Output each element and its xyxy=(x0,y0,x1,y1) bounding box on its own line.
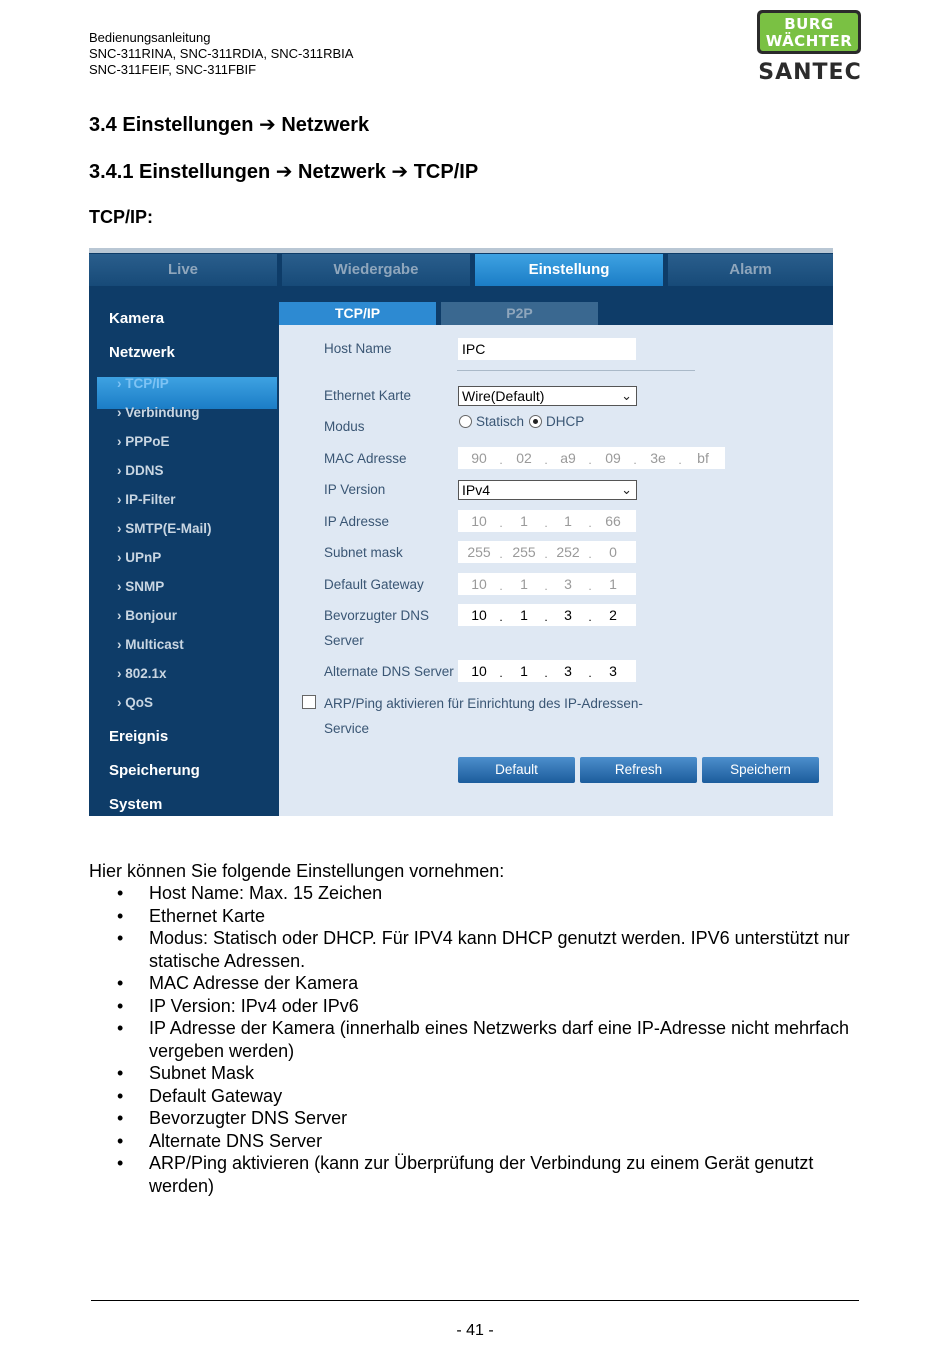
footer-divider xyxy=(91,1300,859,1301)
list-item: • Default Gateway xyxy=(113,1085,873,1108)
list-item: • IP Version: IPv4 oder IPv6 xyxy=(113,995,873,1018)
gateway-input[interactable]: 10 . 1 . 3 . 1 xyxy=(458,573,636,595)
sidebar-item-qos[interactable]: › QoS xyxy=(117,695,154,710)
arp-checkbox[interactable] xyxy=(302,695,316,709)
tab-wiedergabe[interactable]: Wiedergabe xyxy=(282,254,470,286)
list-item: • Subnet Mask xyxy=(113,1062,873,1085)
tcpip-form xyxy=(279,325,833,816)
host-name-input[interactable]: IPC xyxy=(458,338,636,360)
section-heading: 3.4 Einstellungen ➔ Netzwerk xyxy=(89,114,370,136)
sidebar-item-snmp[interactable]: › SNMP xyxy=(117,579,165,594)
dns2-label: Alternate DNS Server xyxy=(324,664,454,679)
list-item: • Alternate DNS Server xyxy=(113,1130,873,1153)
list-item: • Bevorzugter DNS Server xyxy=(113,1107,873,1130)
arp-label-cont: Service xyxy=(324,721,370,736)
burg-waechter-logo: BURG WÄCHTER SANTEC xyxy=(756,10,864,86)
list-item: • IP Adresse der Kamera (innerhalb eines Netzwerks darf eine IP-Adresse nicht mehrfach vergeben werden) xyxy=(113,1017,873,1062)
dns2-input[interactable]: 10 . 1 . 3 . 3 xyxy=(458,660,636,682)
model-line-2: SNC-311FEIF, SNC-311FBIF xyxy=(89,62,257,77)
gateway-label: Default Gateway xyxy=(324,577,424,592)
settings-list xyxy=(113,882,873,1197)
sidebar-item-upnp[interactable]: › UPnP xyxy=(117,550,162,565)
list-item: • MAC Adresse der Kamera xyxy=(113,972,873,995)
arp-label: ARP/Ping aktivieren für Einrichtung des IP-Adressen- xyxy=(324,696,643,711)
list-item: • ARP/Ping aktivieren (kann zur Überprüfung der Verbindung zu einem Gerät genutzt werden) xyxy=(113,1152,873,1197)
dns1-input[interactable]: 10 . 1 . 3 . 2 xyxy=(458,604,636,626)
sidebar-netzwerk[interactable]: Netzwerk xyxy=(109,344,175,361)
sidebar-speicherung[interactable]: Speicherung xyxy=(109,762,200,779)
tab-alarm[interactable]: Alarm xyxy=(668,254,833,286)
camera-ui-screenshot xyxy=(89,248,833,816)
subnet-input[interactable]: 255 . 255 . 252 . 0 xyxy=(458,541,636,563)
sidebar-item-ip-filter[interactable]: › IP-Filter xyxy=(117,492,176,507)
ip-version-select[interactable]: IPv4 ⌄ xyxy=(458,480,637,500)
sidebar-system[interactable]: System xyxy=(109,796,163,813)
radio-dhcp-label: DHCP xyxy=(546,414,585,429)
sidebar-item-smtp[interactable]: › SMTP(E-Mail) xyxy=(117,521,212,536)
sub-tab-bar xyxy=(279,288,833,325)
sidebar-item-tcpip[interactable]: › TCP/IP xyxy=(117,376,169,391)
ip-address-label: IP Adresse xyxy=(324,514,390,529)
main-tab-bar xyxy=(89,248,833,288)
tab-p2p[interactable]: P2P xyxy=(441,302,598,325)
sidebar-item-8021x[interactable]: › 802.1x xyxy=(117,666,167,681)
santec-wordmark: SANTEC xyxy=(758,60,862,85)
radio-statisch[interactable] xyxy=(459,415,472,428)
divider xyxy=(457,370,695,371)
sidebar-item-ddns[interactable]: › DDNS xyxy=(117,463,164,478)
mac-address-field: 90 . 02 . a9 . 09 . 3e . bf xyxy=(458,447,725,469)
sidebar-item-verbindung[interactable]: › Verbindung xyxy=(117,405,200,420)
sidebar-kamera[interactable]: Kamera xyxy=(109,310,165,327)
doc-title: Bedienungsanleitung xyxy=(89,30,211,45)
dns1-label-cont: Server xyxy=(324,633,364,648)
host-name-label: Host Name xyxy=(324,341,392,356)
list-item: • Ethernet Karte xyxy=(113,905,873,928)
sidebar xyxy=(89,288,279,816)
ip-address-input[interactable]: 10 . 1 . 1 . 66 xyxy=(458,510,636,532)
list-item: • Modus: Statisch oder DHCP. Für IPV4 kann DHCP genutzt werden. IPV6 unterstützt nur statische Adressen. xyxy=(113,927,873,972)
intro-text: Hier können Sie folgende Einstellungen vornehmen: xyxy=(89,861,505,881)
subsection-heading: 3.4.1 Einstellungen ➔ Netzwerk ➔ TCP/IP xyxy=(89,161,479,183)
subnet-label: Subnet mask xyxy=(324,545,403,560)
radio-dhcp[interactable] xyxy=(529,415,542,428)
save-button[interactable]: Speichern xyxy=(702,757,819,783)
page-number: - 41 - xyxy=(456,1322,494,1339)
ethernet-select[interactable]: Wire(Default) ⌄ xyxy=(458,386,637,406)
radio-statisch-label: Statisch xyxy=(476,414,525,429)
sidebar-item-bonjour[interactable]: › Bonjour xyxy=(117,608,177,623)
tab-tcpip[interactable]: TCP/IP xyxy=(279,302,436,325)
refresh-button[interactable]: Refresh xyxy=(580,757,697,783)
sidebar-item-multicast[interactable]: › Multicast xyxy=(117,637,184,652)
ethernet-label: Ethernet Karte xyxy=(324,388,412,403)
tcpip-label: TCP/IP: xyxy=(89,207,154,227)
tab-einstellung[interactable]: Einstellung xyxy=(475,254,663,286)
chevron-down-icon: ⌄ xyxy=(621,482,632,497)
ip-version-label: IP Version xyxy=(324,482,386,497)
sidebar-item-pppoe[interactable]: › PPPoE xyxy=(117,434,170,449)
list-item: • Host Name: Max. 15 Zeichen xyxy=(113,882,873,905)
default-button[interactable]: Default xyxy=(458,757,575,783)
chevron-down-icon: ⌄ xyxy=(621,388,632,403)
sidebar-ereignis[interactable]: Ereignis xyxy=(109,728,169,745)
tab-live[interactable]: Live xyxy=(89,254,277,286)
mac-label: MAC Adresse xyxy=(324,451,407,466)
model-line-1: SNC-311RINA, SNC-311RDIA, SNC-311RBIA xyxy=(89,46,354,61)
modus-label: Modus xyxy=(324,419,365,434)
dns1-label: Bevorzugter DNS xyxy=(324,608,430,623)
